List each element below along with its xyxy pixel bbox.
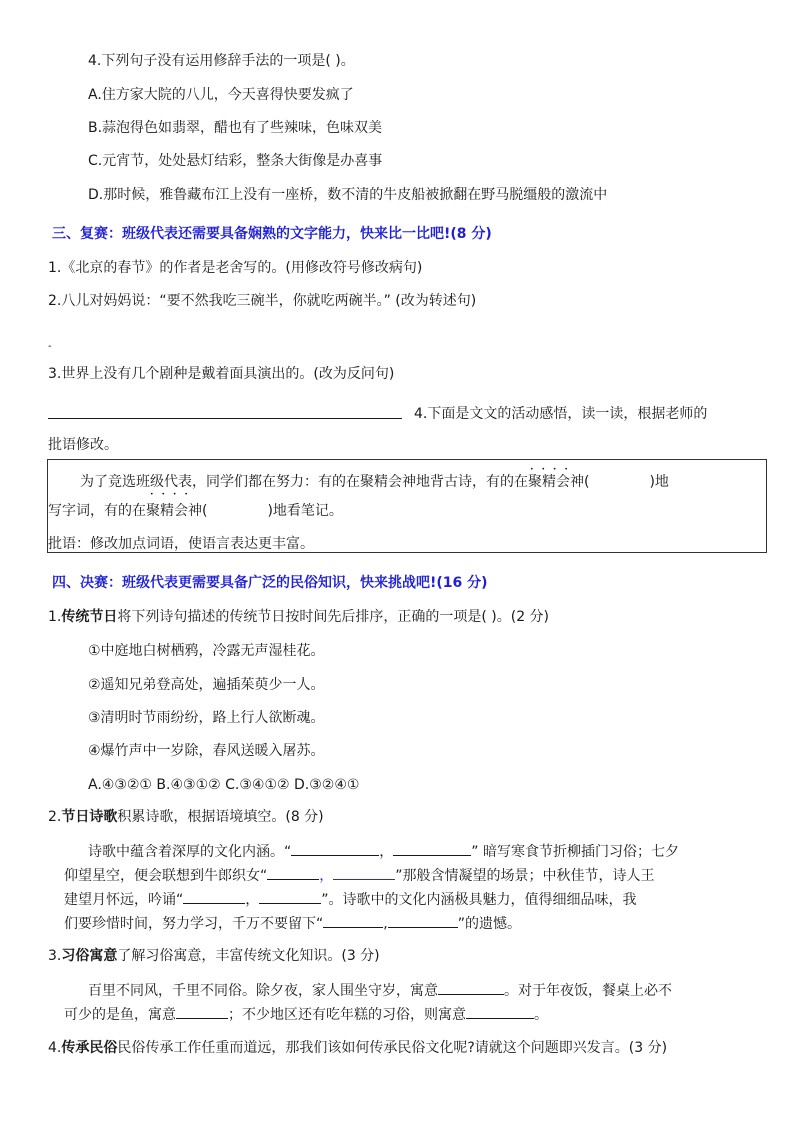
blank[interactable]: [438, 980, 504, 995]
order-choices: A.④③②① B.④③①② C.③④①② D.③②④①: [88, 777, 360, 793]
blank[interactable]: [267, 865, 319, 880]
poem-item-4: ④爆竹声中一岁除，春风送暖入屠苏。: [88, 743, 325, 759]
s4-question-3: 3.习俗寓意了解习俗寓意，丰富传统文化知识。(3 分): [48, 948, 380, 964]
blank[interactable]: [259, 889, 321, 904]
poem-fill-line-2: 仰望星空，便会联想到牛郎织女“ ， ”那般含情凝望的场景；中秋佳节，诗人王: [64, 865, 655, 886]
blank[interactable]: [176, 1004, 228, 1019]
poem-item-3: ③清明时节雨纷纷，路上行人欲断魂。: [88, 710, 325, 726]
question-4-stem: 4.下列句子没有运用修辞手法的一项是( )。: [88, 53, 355, 69]
blank[interactable]: [466, 1004, 534, 1019]
s4-question-1: 1.传统节日将下列诗句描述的传统节日按时间先后排序，正确的一项是( )。(2 分): [48, 609, 550, 625]
poem-fill-line-4: 们要珍惜时间，努力学习，千万不要留下“ , ”的遗憾。: [64, 913, 521, 934]
section-4-header: 四、决赛：班级代表更需要具备广泛的民俗知识，快来挑战吧!(16 分): [52, 575, 488, 591]
passage-line-2: 写字词，有的在聚精会神( )地看笔记。: [48, 503, 343, 519]
s3-question-1: 1.《北京的春节》的作者是老舍写的。(用修改符号修改病句): [48, 260, 423, 276]
section-3-header: 三、复赛：班级代表还需要具备娴熟的文字能力，快来比一比吧!(8 分): [52, 226, 492, 242]
passage-box: [47, 459, 767, 553]
option-b: B.蒜泡得色如翡翠，醋也有了些辣味，色味双美: [88, 120, 383, 136]
option-d: D.那时候，雅鲁藏布江上没有一座桥，数不清的牛皮船被掀翻在野马脱缰般的激流中: [88, 187, 608, 203]
blank[interactable]: [323, 913, 383, 928]
poem-fill-line-3: 建望月怀远，吟诵“ ， ”。诗歌中的文化内涵极具魅力，值得细细品味，我: [64, 889, 637, 910]
teacher-comment: 批语：修改加点词语，使语言表达更丰富。: [48, 536, 314, 552]
s3-question-3: 3.世界上没有几个剧种是戴着面具演出的。(改为反问句): [48, 366, 395, 382]
blank[interactable]: [388, 913, 458, 928]
emphasized-word-2: • • • • 聚精会神: [528, 472, 584, 492]
custom-fill-line-2: 可少的是鱼，寓意 ；不少地区还有吃年糕的习俗，则寓意 。: [64, 1004, 548, 1025]
blank[interactable]: [393, 841, 471, 856]
s4-question-2: 2.节日诗歌积累诗歌，根据语境填空。(8 分): [48, 809, 324, 825]
blank[interactable]: [183, 889, 245, 904]
s3-question-4-line1: 4.下面是文文的活动感悟，读一读，根据老师的: [414, 406, 708, 422]
passage-line-1: 为了竞选班级代表 • • • •，同学们都在努力：有的在聚精会神地背古诗，有的在• • • • 聚精会神( )地: [80, 472, 669, 492]
poem-item-2: ②遥知兄弟登高处，遍插茱萸少一人。: [88, 677, 325, 693]
custom-fill-line-1: 百里不同风，千里不同俗。除夕夜，家人围坐守岁，寓意 。对于年夜饭，餐桌上必不: [88, 980, 672, 1001]
s3-question-4-line2: 批语修改。: [48, 437, 118, 453]
s3-question-2: 2.八儿对妈妈说：“要不然我吃三碗半，你就吃两碗半。” (改为转述句): [48, 293, 477, 309]
option-a: A.住方家大院的八儿，今天喜得快要发疯了: [88, 87, 354, 103]
stray-dash: -: [48, 341, 52, 352]
blank[interactable]: [333, 865, 395, 880]
s4-question-4: 4.传承民俗民俗传承工作任重而道远，那我们该如何传承民俗文化呢?请就这个问题即兴发言。(3 分): [48, 1040, 668, 1056]
emphasized-word: 级代表 • • • •: [150, 472, 192, 492]
answer-line[interactable]: [48, 418, 402, 419]
poem-fill-line-1: 诗歌中蕴含着深厚的文化内涵。“ ， ” 暗写寒食节折柳插门习俗；七夕: [88, 841, 679, 862]
blank[interactable]: [291, 841, 379, 856]
option-c: C.元宵节，处处悬灯结彩，整条大街像是办喜事: [88, 153, 383, 169]
poem-item-1: ①中庭地白树栖鸦，冷露无声湿桂花。: [88, 643, 325, 659]
